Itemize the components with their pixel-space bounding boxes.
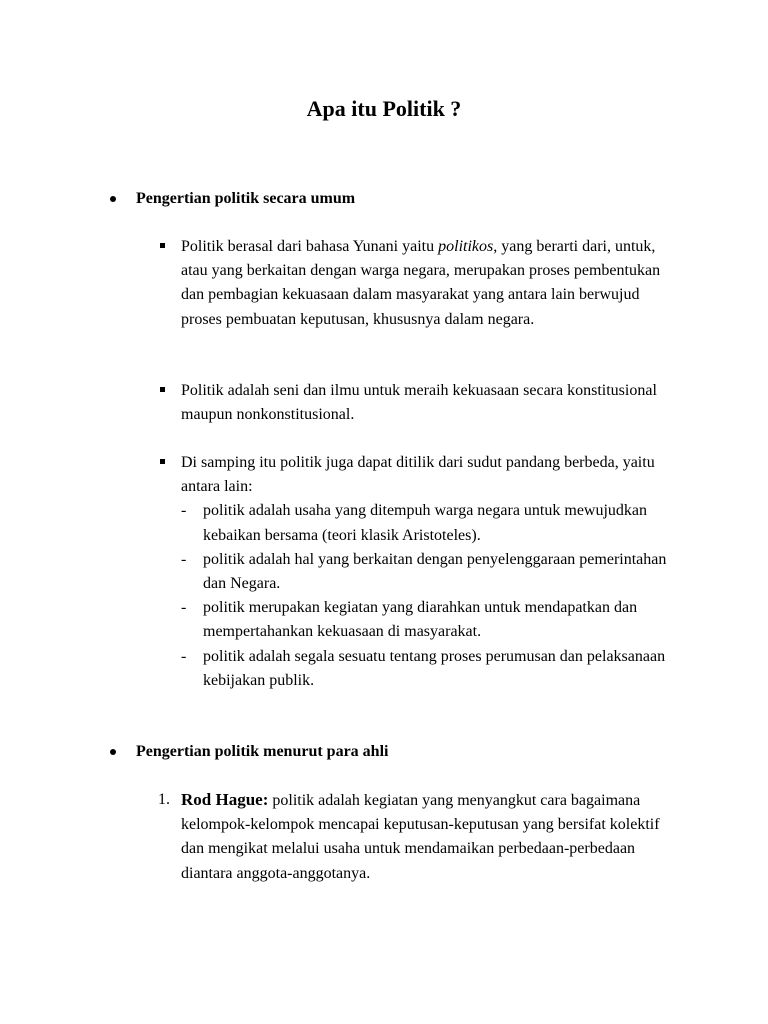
- page-title: Apa itu Politik ?: [306, 96, 462, 121]
- sub-item: [181, 548, 678, 596]
- section-heading-text: Pengertian politik menurut para ahli: [136, 743, 389, 760]
- dash-bullet-icon: -: [181, 502, 187, 520]
- sub-item: [181, 596, 678, 644]
- sub-item-text: politik adalah usaha yang ditempuh warga negara untuk mewujudkan kebaikan bersama (teori klasik Aristoteles).: [203, 502, 648, 544]
- sub-item: [181, 499, 678, 547]
- list-number: 1.: [158, 791, 170, 808]
- item-text: Politik berasal dari bahasa Yunani yaitu: [181, 238, 439, 255]
- expert-name: Rod Hague:: [181, 790, 269, 809]
- sub-item-text: politik adalah segala sesuatu tentang proses perumusan dan pelaksanaan kebijakan publik.: [203, 647, 666, 689]
- dash-bullet-icon: -: [181, 647, 187, 665]
- item-text-cont: , yang berarti dari, untuk, atau yang berkaitan dengan warga negara, merupakan proses pembentukan dan pembagian kekuasaan dalam masyarakat yang antara lain berwujud proses pembuatan keputusan, khususnya dalam negara.: [181, 238, 661, 328]
- section-heading-text: Pengertian politik secara umum: [136, 190, 356, 207]
- numbered-list-item: [158, 788, 678, 886]
- item-italic-term: politikos: [438, 238, 494, 255]
- item-intro: Di samping itu politik juga dapat ditilik dari sudut pandang berbeda, yaitu antara lain:: [181, 454, 655, 496]
- dash-bullet-icon: -: [181, 599, 187, 617]
- sub-item: [181, 645, 678, 693]
- sub-item-text: politik adalah hal yang berkaitan dengan penyelenggaraan pemerintahan dan Negara.: [203, 550, 667, 593]
- item-text: Politik adalah seni dan ilmu untuk meraih kekuasaan secara konstitusional maupun nonkonstitusional.: [181, 382, 657, 424]
- list-item: [158, 235, 678, 332]
- sub-item-text: politik merupakan kegiatan yang diarahkan untuk mendapatkan dan mempertahankan kekuasaan di masyarakat.: [203, 599, 638, 641]
- item-text: politik adalah kegiatan yang menyangkut cara bagaimana kelompok-kelompok mencapai keputusan-keputusan yang bersifat kolektif dan mengikat melalui usaha untuk mendamaikan perbedaan-perbedaan diantara anggota-anggotanya.: [181, 792, 660, 882]
- list-item: [158, 451, 678, 693]
- dash-bullet-icon: -: [181, 550, 187, 568]
- list-item: [158, 379, 678, 427]
